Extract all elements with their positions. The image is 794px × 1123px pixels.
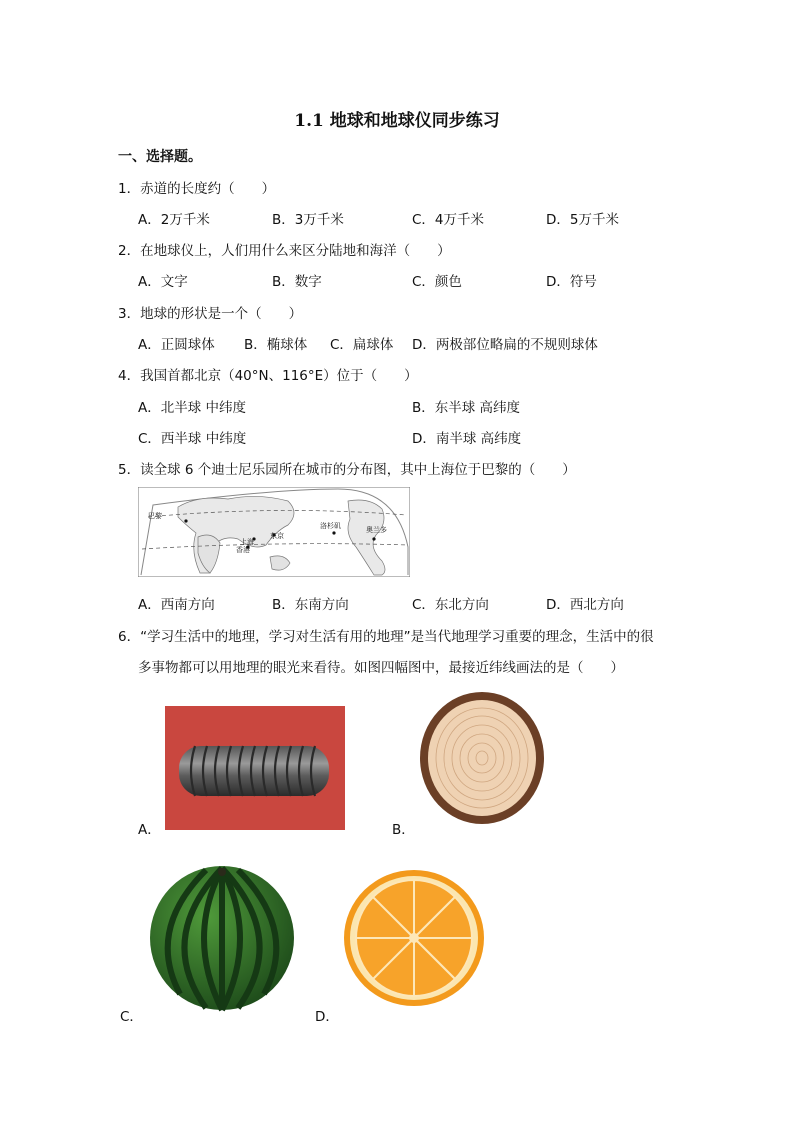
q5-option-b: B．东南方向 [272,597,349,613]
q1-option-d: D．5万千米 [546,212,619,228]
q2-option-d: D．符号 [546,274,597,290]
q5-option-c: C．东北方向 [412,597,489,613]
q5-option-d: D．西北方向 [546,597,624,613]
map-label-tokyo: 东京 [270,532,284,540]
question-3: 3．地球的形状是一个（ ） [118,306,303,322]
map-label-orlando: 奥兰多 [366,526,387,534]
tree-rings-image [418,688,548,828]
q5-option-a: A．西南方向 [138,597,215,613]
page-title: 1.1 地球和地球仪同步练习 [294,111,500,131]
question-6-line-1: 6．“学习生活中的地理，学习对生活有用的地理”是当代地理学习重要的理念，生活中的很 [118,629,654,645]
q4-option-a: A．北半球 中纬度 [138,400,247,416]
q1-option-a: A．2万千米 [138,212,210,228]
q1-option-b: B．3万千米 [272,212,344,228]
q4-option-b: B．东半球 高纬度 [412,400,521,416]
watermelon-image [146,860,298,1012]
question-1: 1．赤道的长度约（ ） [118,181,276,197]
map-label-hongkong: 香港 [236,546,250,554]
question-4: 4．我国首都北京（40°N、116°E）位于（ ） [118,368,418,384]
q6-option-b: B． [392,822,415,838]
map-label-la: 洛杉矶 [320,522,341,530]
q4-option-d: D．南半球 高纬度 [412,431,522,447]
q2-option-a: A．文字 [138,274,188,290]
question-2: 2．在地球仪上，人们用什么来区分陆地和海洋（ ） [118,243,451,259]
section-heading: 一、选择题。 [118,149,202,165]
q1-option-c: C．4万千米 [412,212,485,228]
q4-option-c: C．西半球 中纬度 [138,431,247,447]
map-label-paris: 巴黎 [148,512,162,520]
q6-option-a: A． [138,822,161,838]
q3-option-c: C．扁球体 [330,337,394,353]
question-6-line-2: 多事物都可以用地理的眼光来看待。如图四幅图中，最接近纬线画法的是（ ） [138,660,624,676]
q6-option-d: D． [315,1009,339,1025]
q3-option-d: D．两极部位略扁的不规则球体 [412,337,598,353]
coil-image [165,706,345,830]
map-label-shanghai: 上海 [240,538,254,546]
q6-option-c: C． [120,1009,143,1025]
q3-option-a: A．正圆球体 [138,337,215,353]
orange-slice-image [342,868,487,1008]
q2-option-c: C．颜色 [412,274,462,290]
world-map-figure [138,487,410,577]
question-5: 5．读全球 6 个迪士尼乐园所在城市的分布图，其中上海位于巴黎的（ ） [118,462,576,478]
q3-option-b: B．椭球体 [244,337,308,353]
q2-option-b: B．数字 [272,274,322,290]
